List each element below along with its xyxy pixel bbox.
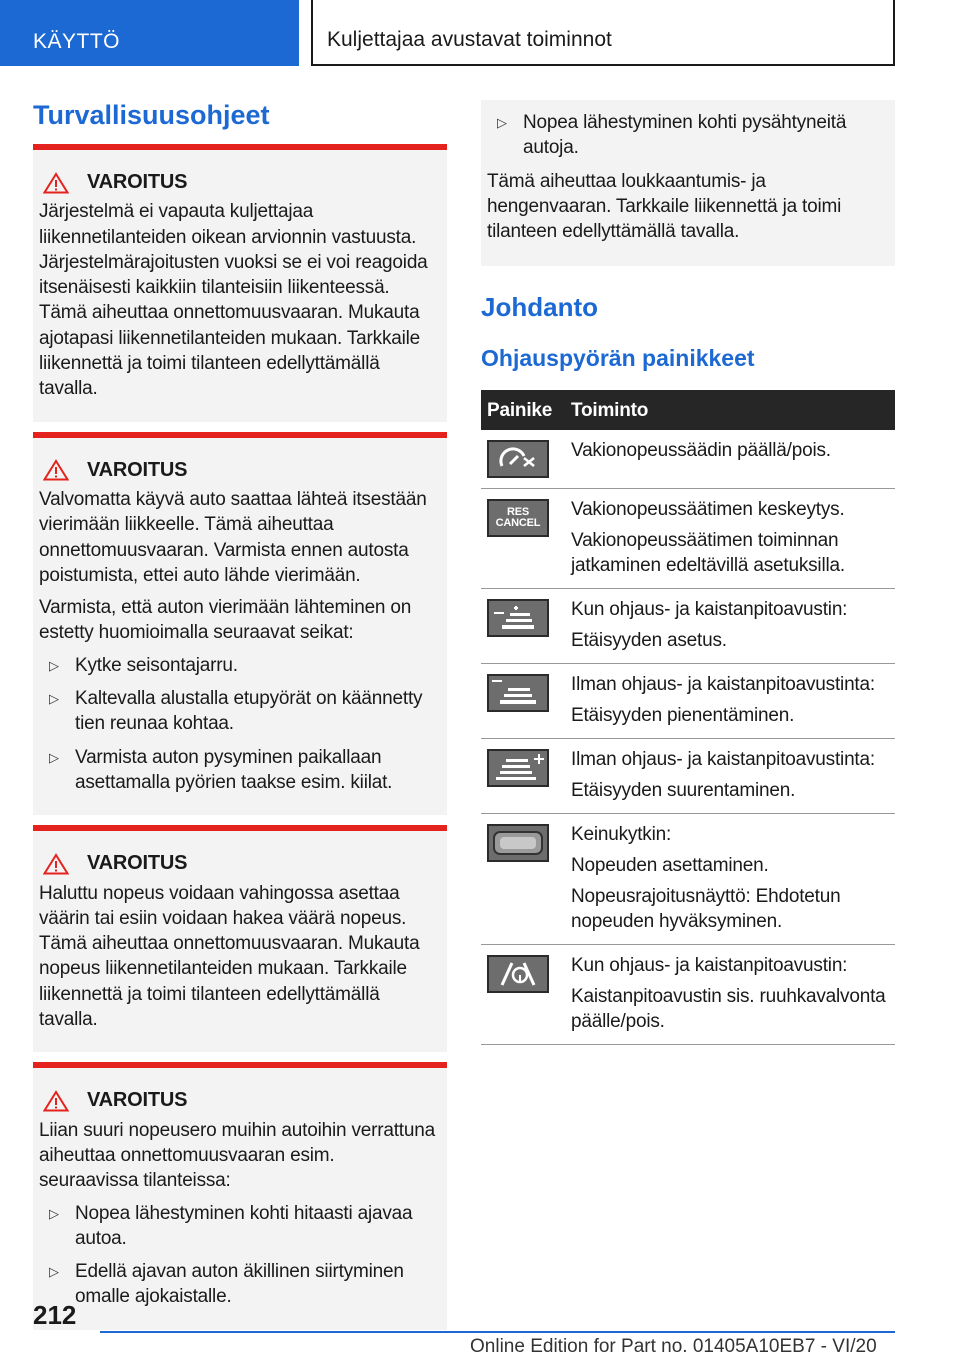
cell-text: Vakionopeussäätimen keskeytys. [571, 499, 845, 521]
distance-setting-icon [487, 599, 549, 637]
table-row [481, 814, 895, 945]
cell-text: Kaistanpitoavustin sis. ruuhkavalvonta päälle/pois. [571, 986, 886, 1033]
warning-box [33, 1062, 447, 1329]
cell-text: Etäisyyden suurentaminen. [571, 780, 796, 802]
chapter-title: Kuljettajaa avustavat toiminnot [311, 0, 895, 66]
table-row [481, 430, 895, 489]
bullet-triangle-icon: ▷ [49, 691, 59, 707]
bullet-list [39, 653, 435, 795]
subsection-heading: Ohjauspyörän painikkeet [481, 345, 755, 372]
table-header-row [481, 390, 895, 430]
bullet-triangle-icon: ▷ [49, 749, 59, 765]
cell-text: Kun ohjaus- ja kaistanpitoavustin: [571, 955, 848, 977]
warning-text: Tämä aiheuttaa loukkaantumis- ja hengenvaaran. Tarkkaile liikennettä ja toimi tilanteen edellyttämällä tavalla. [487, 170, 842, 243]
cruise-control-icon [487, 440, 549, 478]
res-cancel-icon [487, 499, 549, 537]
warning-heading [39, 851, 435, 876]
footer-edition: Online Edition for Part no. 01405A10EB7 - VI/20 [470, 1336, 877, 1357]
list-item-text: Kaltevalla alustalla etupyörät on käännetty tien reunaa kohtaa. [75, 688, 423, 735]
warning-box [33, 825, 447, 1052]
bullet-list [39, 1201, 435, 1310]
list-item-text: Varmista auton pysyminen paikallaan asettamalla pyörien taakse esim. kiilat. [75, 746, 393, 793]
cell-text: Keinukytkin: [571, 824, 672, 846]
warning-label: VAROITUS [87, 458, 188, 481]
cell-text: Vakionopeussäädin päällä/pois. [571, 440, 831, 462]
warning-box [33, 432, 447, 816]
cell-text: Kun ohjaus- ja kaistanpitoavustin: [571, 599, 848, 621]
cell-text: Nopeusrajoitusnäyttö: Ehdotetun nopeuden hyväksyminen. [571, 886, 841, 933]
bullet-triangle-icon: ▷ [497, 115, 507, 130]
list-item [487, 110, 883, 161]
list-item [39, 1201, 435, 1252]
warning-text: Haluttu nopeus voidaan vahingossa asettaa väärin tai esiin voidaan hakea väärä nopeus. Tämä aiheuttaa onnettomuusvaaran. Mukauta nopeus liikennetilanteiden mukaan. Tarkkaile liikennettä ja toimi tilanteen edellyttämällä tavalla. [39, 882, 420, 1031]
list-item [39, 686, 435, 737]
table-row [481, 489, 895, 589]
bullet-triangle-icon: ▷ [49, 657, 59, 673]
table-row [481, 664, 895, 739]
warning-heading [39, 1088, 435, 1113]
list-item-text: Nopea lähestyminen kohti hitaasti ajavaa autoa. [75, 1202, 413, 1249]
warning-triangle-icon [43, 853, 69, 875]
section-title: Turvallisuusohjeet [33, 100, 270, 130]
distance-plus-icon [487, 749, 549, 787]
list-item-text: Nopea lähestyminen kohti pysähtyneitä autoja. [523, 112, 847, 159]
buttons-table [481, 390, 895, 1045]
lane-keeping-icon [487, 955, 549, 993]
warning-text: Liian suuri nopeusero muihin autoihin verrattuna aiheuttaa onnettomuusvaaran esim. seuraavissa tilanteissa: [39, 1119, 435, 1192]
distance-minus-icon [487, 674, 549, 712]
warning-label: VAROITUS [87, 1089, 188, 1112]
left-column [33, 100, 447, 1330]
warning-text: Järjestelmä ei vapauta kuljettajaa liikennetilanteiden oikean arvionnin vastuusta. Järjestelmärajoitusten vuoksi se ei voi reagoida itsenäisesti kaikkiin tilanteisiin liikenteessä. Tämä aiheuttaa onnettomuusvaaran. Mukauta ajotapasi liikennetilanteiden mukaan. Tarkkaile liikennettä ja toimi tilanteen edellyttämällä tavalla. [39, 201, 428, 400]
chapter-tab: KÄYTTÖ [0, 0, 299, 66]
page-number: 212 [33, 1300, 77, 1330]
table-row [481, 589, 895, 664]
bullet-triangle-icon: ▷ [49, 1205, 59, 1221]
cell-text: Vakionopeussäätimen toiminnan jatkaminen edeltävillä asetuksilla. [571, 530, 845, 577]
cell-text: Ilman ohjaus- ja kaistanpitoavustinta: [571, 749, 875, 771]
rocker-switch-icon [487, 824, 549, 862]
res-label: RES CANCEL [495, 506, 541, 530]
list-item [39, 653, 435, 678]
table-row [481, 739, 895, 814]
list-item [39, 1259, 435, 1310]
warning-triangle-icon [43, 1090, 69, 1112]
warning-label: VAROITUS [87, 852, 188, 875]
warning-triangle-icon [43, 459, 69, 481]
bullet-triangle-icon: ▷ [49, 1264, 59, 1280]
cell-text: Ilman ohjaus- ja kaistanpitoavustinta: [571, 674, 875, 696]
warning-text: Valvomatta käyvä auto saattaa lähteä itsestään vierimään liikkeelle. Tämä aiheuttaa onnettomuusvaaran. Varmista ennen autosta poistumista, ettei auto lähde vierimään. [39, 488, 427, 586]
cell-text: Etäisyyden pienentäminen. [571, 705, 795, 727]
warning-heading [39, 458, 435, 483]
table-row [481, 945, 895, 1045]
column-header: Toiminto [565, 390, 895, 430]
warning-box [33, 144, 447, 422]
warning-triangle-icon [43, 172, 69, 194]
right-column [481, 100, 895, 1045]
warning-text: Varmista, että auton vierimään lähteminen on estetty huomioimalla seuraavat seikat: [39, 597, 412, 644]
warning-continuation [481, 100, 895, 266]
cell-text: Nopeuden asettaminen. [571, 855, 769, 877]
list-item-text: Edellä ajavan auton äkillinen siirtyminen omalle ajokaistalle. [75, 1261, 404, 1308]
footer-divider [100, 1331, 895, 1333]
warning-heading [39, 170, 435, 195]
column-header: Painike [481, 390, 565, 430]
cell-text: Etäisyyden asetus. [571, 630, 727, 652]
section-heading: Johdanto [481, 292, 598, 323]
bullet-list [487, 110, 883, 161]
list-item [39, 745, 435, 796]
warning-label: VAROITUS [87, 171, 188, 193]
list-item-text: Kytke seisontajarru. [75, 654, 238, 676]
